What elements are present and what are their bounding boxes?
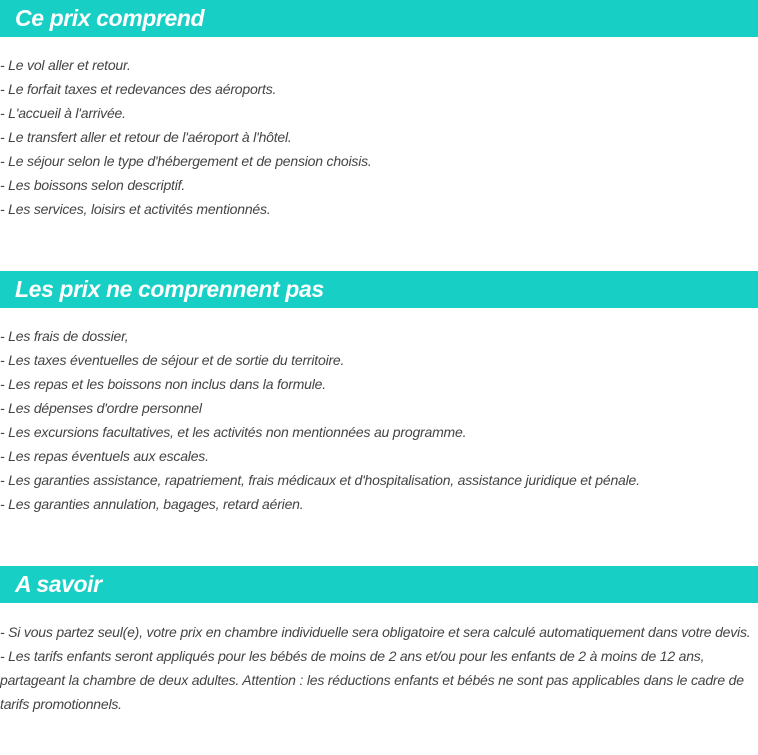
section-title: Ce prix comprend [15,5,205,31]
list-item: - Les excursions facultatives, et les activités non mentionnées au programme. [0,424,467,440]
section-price-excludes [0,271,758,516]
list-item: - Les repas et les boissons non inclus dans la formule. [0,376,326,392]
info-paragraph: - Si vous partez seul(e), votre prix en chambre individuelle sera obligatoire et sera calculé automatiquement dans votre devis. [0,624,751,640]
list-item: - Les repas éventuels aux escales. [0,448,209,464]
included-list [0,53,758,221]
info-paragraphs [0,620,758,716]
section-price-includes [0,0,758,221]
list-item: - Le forfait taxes et redevances des aéroports. [0,81,277,97]
list-item: - Le vol aller et retour. [0,57,131,73]
list-item: - Les garanties assistance, rapatriement, frais médicaux et d'hospitalisation, assistance juridique et pénale. [0,472,640,488]
section-good-to-know [0,566,758,716]
list-item: - Les frais de dossier, [0,328,129,344]
section-header [0,0,758,37]
section-header [0,566,758,603]
section-title: A savoir [15,571,102,597]
list-item: - Les dépenses d'ordre personnel [0,400,202,416]
section-header [0,271,758,308]
excluded-list [0,324,758,516]
info-paragraph: - Les tarifs enfants seront appliqués pour les bébés de moins de 2 ans et/ou pour les enfants de 2 à moins de 12 ans, partageant la chambre de deux adultes. Attention : les réductions enfants et bébés ne sont pas applicables dans le cadre de tarifs promotionnels. [0,648,744,712]
list-item: - Les taxes éventuelles de séjour et de sortie du territoire. [0,352,345,368]
list-item: - Le transfert aller et retour de l'aéroport à l'hôtel. [0,129,292,145]
list-item: - Les garanties annulation, bagages, retard aérien. [0,496,304,512]
list-item: - L'accueil à l'arrivée. [0,105,126,121]
section-title: Les prix ne comprennent pas [15,276,324,302]
list-item: - Les boissons selon descriptif. [0,177,186,193]
list-item: - Le séjour selon le type d'hébergement et de pension choisis. [0,153,372,169]
list-item: - Les services, loisirs et activités mentionnés. [0,201,271,217]
